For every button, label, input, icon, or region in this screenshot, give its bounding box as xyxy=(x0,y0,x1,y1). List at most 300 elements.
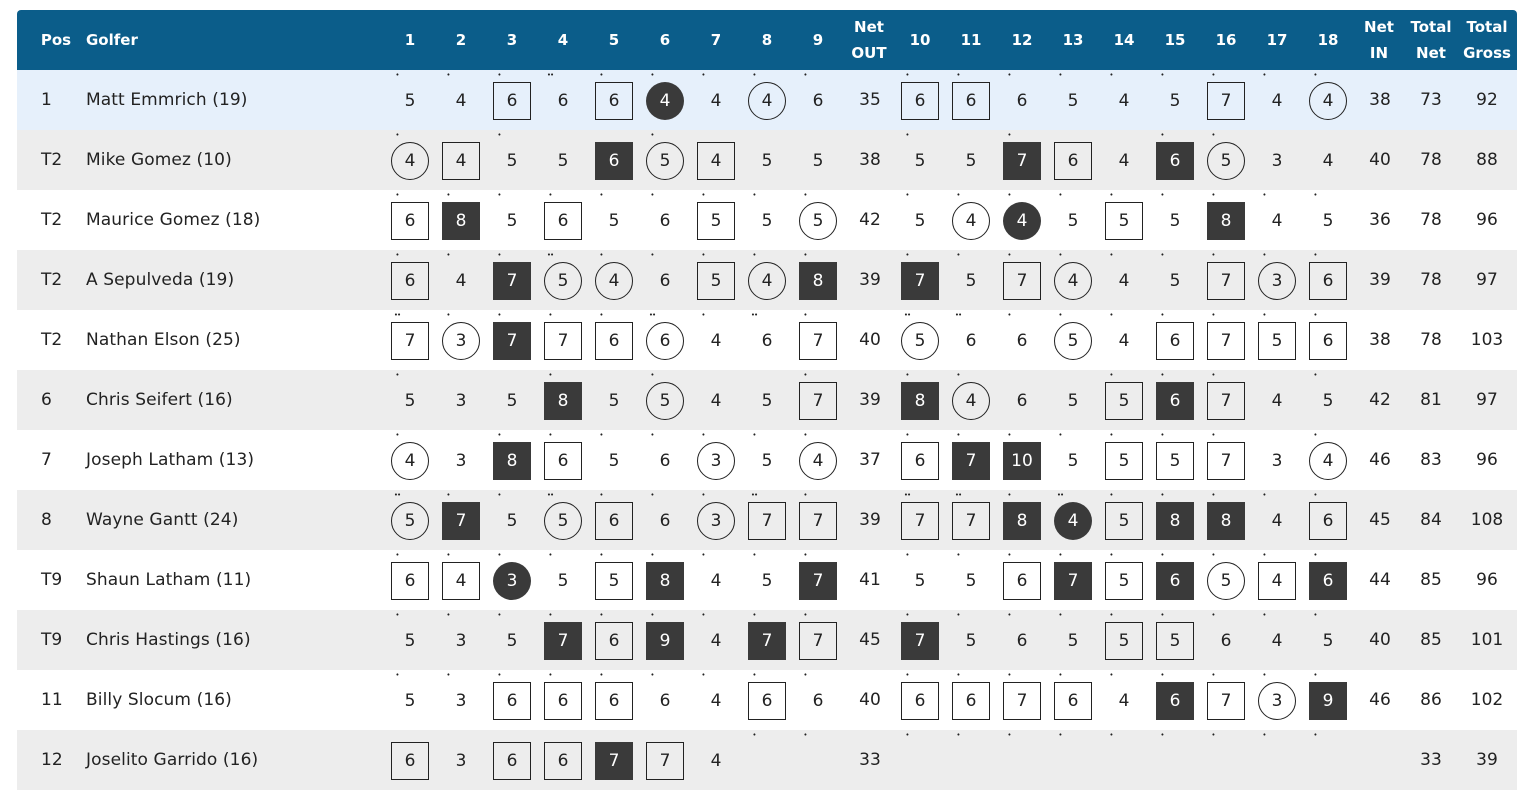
hole-cell xyxy=(385,730,435,790)
hole-score-bogey: 6 xyxy=(493,742,531,780)
handicap-dots: • xyxy=(1313,491,1317,499)
hole-cell xyxy=(997,370,1047,430)
hole-cell xyxy=(1201,130,1251,190)
hole-score-double-bogey: 7 xyxy=(1003,142,1041,180)
hole-cell xyxy=(742,550,792,610)
handicap-dots xyxy=(385,731,409,739)
hole-cell xyxy=(895,310,945,370)
golfer-name[interactable]: Joselito Garrido (16) xyxy=(86,750,259,770)
handicap-dots: • xyxy=(1160,671,1164,679)
hole-cell xyxy=(946,250,996,310)
handicap-dots: • xyxy=(1058,611,1062,619)
handicap-dots: • xyxy=(803,431,807,439)
hole-cell xyxy=(640,610,690,670)
hole-cell xyxy=(895,70,945,130)
handicap-dots: • xyxy=(446,311,450,319)
hole-cell xyxy=(997,190,1047,250)
hole-cell xyxy=(1048,70,1098,130)
hole-score-birdie: 3 xyxy=(697,442,735,480)
table-row[interactable] xyxy=(17,610,1517,670)
hole-score-birdie: 3 xyxy=(697,502,735,540)
handicap-dots: • xyxy=(1058,731,1062,739)
handicap-dots: • xyxy=(548,311,552,319)
hole-cell xyxy=(1099,730,1149,790)
handicap-dots: • xyxy=(1109,191,1113,199)
header-net-out xyxy=(844,10,894,70)
golfer-name[interactable]: Shaun Latham (11) xyxy=(86,570,252,590)
handicap-dots: •• xyxy=(750,311,758,319)
hole-score: 4 xyxy=(710,631,722,651)
hole-score-birdie: 4 xyxy=(952,382,990,420)
hole-score-bogey: 7 xyxy=(1207,262,1245,300)
hole-cell xyxy=(487,70,537,130)
handicap-dots: • xyxy=(1313,611,1317,619)
hole-cell xyxy=(1303,430,1353,490)
table-row[interactable] xyxy=(17,730,1517,790)
hole-cell xyxy=(742,730,792,790)
handicap-dots: • xyxy=(1160,131,1164,139)
handicap-dots: • xyxy=(752,671,756,679)
handicap-dots: • xyxy=(650,551,654,559)
hole-cell xyxy=(487,730,537,790)
hole-score-bogey: 5 xyxy=(1105,442,1143,480)
handicap-dots: • xyxy=(497,71,501,79)
total-gross-cell: 96 xyxy=(1476,210,1498,230)
hole-cell xyxy=(436,550,486,610)
handicap-dots: • xyxy=(1058,671,1062,679)
net-out-cell: 33 xyxy=(859,750,881,770)
hole-cell xyxy=(487,310,537,370)
hole-cell xyxy=(946,730,996,790)
hole-score-bogey: 6 xyxy=(391,202,429,240)
handicap-dots: • xyxy=(548,431,552,439)
hole-cell xyxy=(895,430,945,490)
hole-score-double-bogey: 8 xyxy=(493,442,531,480)
handicap-dots: • xyxy=(1211,731,1215,739)
position-cell: T2 xyxy=(41,270,63,290)
hole-cell xyxy=(691,610,741,670)
header-hole-8: 8 xyxy=(761,31,773,49)
handicap-dots: • xyxy=(650,191,654,199)
net-out-cell: 39 xyxy=(859,270,881,290)
hole-cell xyxy=(793,610,843,670)
hole-score: 5 xyxy=(761,451,773,471)
hole-cell xyxy=(1150,370,1200,430)
hole-cell xyxy=(385,490,435,550)
handicap-dots: • xyxy=(497,311,501,319)
hole-cell xyxy=(1201,190,1251,250)
hole-score: 5 xyxy=(608,211,620,231)
golfer-name[interactable]: A Sepulveda (19) xyxy=(86,270,235,290)
hole-score-bogey: 7 xyxy=(799,322,837,360)
hole-cell xyxy=(1303,130,1353,190)
hole-cell xyxy=(1099,70,1149,130)
handicap-dots: • xyxy=(1211,131,1215,139)
handicap-dots: • xyxy=(905,431,909,439)
hole-cell xyxy=(589,490,639,550)
handicap-dots: •• xyxy=(903,311,911,319)
hole-cell xyxy=(1252,730,1302,790)
hole-cell xyxy=(691,130,741,190)
handicap-dots: • xyxy=(956,431,960,439)
table-row[interactable] xyxy=(17,490,1517,550)
hole-score-birdie: 5 xyxy=(646,142,684,180)
handicap-dots: • xyxy=(803,611,807,619)
net-out-cell: 39 xyxy=(859,510,881,530)
handicap-dots: • xyxy=(548,191,552,199)
position-cell: 6 xyxy=(41,390,52,410)
handicap-dots: • xyxy=(701,551,705,559)
hole-score-bogey: 7 xyxy=(799,382,837,420)
net-in-cell: 46 xyxy=(1369,690,1391,710)
hole-score-bogey: 5 xyxy=(1156,622,1194,660)
hole-score: 6 xyxy=(1220,631,1232,651)
handicap-dots: • xyxy=(956,191,960,199)
handicap-dots: • xyxy=(1109,311,1113,319)
handicap-dots: • xyxy=(752,731,756,739)
handicap-dots: • xyxy=(1211,431,1215,439)
handicap-dots: • xyxy=(395,251,399,259)
total-gross-cell: 97 xyxy=(1476,390,1498,410)
header-pos: Pos xyxy=(40,31,72,49)
table-row[interactable] xyxy=(17,130,1517,190)
hole-cell xyxy=(895,670,945,730)
handicap-dots: • xyxy=(395,131,399,139)
hole-score-bogey: 6 xyxy=(595,322,633,360)
handicap-dots: • xyxy=(1313,191,1317,199)
hole-cell xyxy=(640,310,690,370)
hole-cell xyxy=(946,310,996,370)
golfer-name[interactable]: Wayne Gantt (24) xyxy=(86,510,239,530)
handicap-dots: • xyxy=(599,551,603,559)
header-net-out-line2: OUT xyxy=(851,44,887,62)
handicap-dots: • xyxy=(752,431,756,439)
handicap-dots: • xyxy=(1211,251,1215,259)
golfer-name[interactable]: Chris Seifert (16) xyxy=(86,390,233,410)
handicap-dots: • xyxy=(446,71,450,79)
hole-score-double-bogey: 7 xyxy=(901,262,939,300)
handicap-dots: • xyxy=(1109,731,1113,739)
hole-score-birdie: 5 xyxy=(646,382,684,420)
hole-score: 4 xyxy=(710,91,722,111)
handicap-dots: • xyxy=(1211,311,1215,319)
hole-cell xyxy=(691,250,741,310)
hole-cell xyxy=(1048,670,1098,730)
hole-cell xyxy=(1099,190,1149,250)
hole-cell xyxy=(1201,490,1251,550)
handicap-dots: • xyxy=(1109,611,1113,619)
handicap-dots xyxy=(1048,371,1072,379)
handicap-dots: • xyxy=(395,71,399,79)
hole-score-bogey: 5 xyxy=(1105,502,1143,540)
handicap-dots xyxy=(436,371,460,379)
hole-score-bogey: 6 xyxy=(952,82,990,120)
handicap-dots: • xyxy=(1313,251,1317,259)
net-in-cell: 45 xyxy=(1369,510,1391,530)
hole-cell xyxy=(640,190,690,250)
hole-cell xyxy=(436,730,486,790)
handicap-dots: • xyxy=(599,251,603,259)
handicap-dots: • xyxy=(1007,611,1011,619)
handicap-dots: • xyxy=(1109,431,1113,439)
handicap-dots: • xyxy=(497,131,501,139)
golfer-name[interactable]: Nathan Elson (25) xyxy=(86,330,241,350)
handicap-dots: • xyxy=(1007,431,1011,439)
hole-score: 6 xyxy=(1016,91,1028,111)
hole-score: 4 xyxy=(1118,271,1130,291)
hole-score-birdie: 4 xyxy=(391,142,429,180)
table-row[interactable] xyxy=(17,190,1517,250)
header-hole-5: 5 xyxy=(608,31,620,49)
handicap-dots: • xyxy=(497,251,501,259)
hole-cell xyxy=(385,310,435,370)
handicap-dots: • xyxy=(803,671,807,679)
header-hole-7: 7 xyxy=(710,31,722,49)
handicap-dots xyxy=(742,131,766,139)
handicap-dots: •• xyxy=(1056,491,1064,499)
hole-cell xyxy=(1201,610,1251,670)
hole-cell xyxy=(1303,490,1353,550)
handicap-dots: • xyxy=(395,671,399,679)
net-in-cell: 42 xyxy=(1369,390,1391,410)
hole-cell xyxy=(1303,250,1353,310)
hole-score: 5 xyxy=(1169,211,1181,231)
hole-cell xyxy=(538,430,588,490)
hole-score-double-bogey: 8 xyxy=(442,202,480,240)
net-out-cell: 39 xyxy=(859,390,881,410)
hole-score: 5 xyxy=(506,631,518,651)
handicap-dots: • xyxy=(803,191,807,199)
handicap-dots: • xyxy=(1211,191,1215,199)
header-net-out-line1: Net xyxy=(854,18,884,36)
header-hole-17: 17 xyxy=(1266,31,1288,49)
handicap-dots: • xyxy=(1211,491,1215,499)
handicap-dots: • xyxy=(1211,71,1215,79)
table-row[interactable] xyxy=(17,310,1517,370)
hole-cell xyxy=(691,310,741,370)
hole-cell xyxy=(997,550,1047,610)
handicap-dots: • xyxy=(1007,491,1011,499)
hole-cell xyxy=(589,130,639,190)
header-total-net-line2: Net xyxy=(1416,44,1446,62)
hole-cell xyxy=(487,610,537,670)
hole-score: 5 xyxy=(1067,211,1079,231)
hole-cell xyxy=(691,550,741,610)
table-row[interactable] xyxy=(17,70,1517,130)
hole-score-birdie: 5 xyxy=(1207,562,1245,600)
handicap-dots xyxy=(1252,431,1276,439)
hole-score: 5 xyxy=(506,211,518,231)
hole-cell xyxy=(1150,310,1200,370)
hole-cell xyxy=(538,490,588,550)
handicap-dots xyxy=(436,431,460,439)
handicap-dots: • xyxy=(1313,731,1317,739)
net-out-cell: 40 xyxy=(859,330,881,350)
hole-cell xyxy=(640,130,690,190)
hole-score: 4 xyxy=(710,391,722,411)
handicap-dots: •• xyxy=(750,491,758,499)
hole-cell xyxy=(538,70,588,130)
hole-cell xyxy=(1099,250,1149,310)
handicap-dots: • xyxy=(1262,491,1266,499)
hole-cell xyxy=(895,130,945,190)
hole-cell xyxy=(742,430,792,490)
table-row[interactable] xyxy=(17,430,1517,490)
handicap-dots: • xyxy=(905,251,909,259)
hole-score: 5 xyxy=(761,151,773,171)
hole-score-bogey: 6 xyxy=(595,682,633,720)
hole-cell xyxy=(997,250,1047,310)
hole-score-bogey: 6 xyxy=(1054,682,1092,720)
handicap-dots: • xyxy=(650,251,654,259)
handicap-dots: •• xyxy=(648,311,656,319)
golfer-name[interactable]: Joseph Latham (13) xyxy=(86,450,255,470)
table-row[interactable] xyxy=(17,670,1517,730)
handicap-dots: • xyxy=(905,731,909,739)
hole-score: 4 xyxy=(710,571,722,591)
hole-score: 6 xyxy=(557,91,569,111)
golfer-name[interactable]: Mike Gomez (10) xyxy=(86,150,232,170)
golfer-name[interactable]: Billy Slocum (16) xyxy=(86,690,232,710)
hole-score: 5 xyxy=(965,571,977,591)
total-gross-cell: 103 xyxy=(1470,330,1504,350)
hole-cell xyxy=(1201,670,1251,730)
header-hole-14: 14 xyxy=(1113,31,1135,49)
table-row[interactable] xyxy=(17,250,1517,310)
header-hole-3: 3 xyxy=(506,31,518,49)
hole-score: 4 xyxy=(710,751,722,771)
handicap-dots: • xyxy=(1160,611,1164,619)
total-net-cell: 85 xyxy=(1420,570,1442,590)
hole-score-birdie: 3 xyxy=(1258,682,1296,720)
hole-score-birdie: 4 xyxy=(391,442,429,480)
hole-score: 5 xyxy=(1067,391,1079,411)
hole-cell xyxy=(436,430,486,490)
hole-score-bogey: 5 xyxy=(1105,622,1143,660)
hole-score: 5 xyxy=(965,271,977,291)
hole-score: 5 xyxy=(1067,631,1079,651)
header-hole-4: 4 xyxy=(557,31,569,49)
table-row[interactable] xyxy=(17,550,1517,610)
hole-cell xyxy=(640,670,690,730)
hole-cell xyxy=(742,670,792,730)
hole-score-double-bogey: 8 xyxy=(1207,202,1245,240)
hole-score-bogey: 5 xyxy=(1105,202,1143,240)
hole-score-eagle: 4 xyxy=(1003,202,1041,240)
net-out-cell: 45 xyxy=(859,630,881,650)
handicap-dots xyxy=(538,731,562,739)
header-golfer: Golfer xyxy=(86,31,138,49)
handicap-dots: • xyxy=(1313,551,1317,559)
handicap-dots: • xyxy=(956,251,960,259)
hole-score-bogey: 6 xyxy=(391,562,429,600)
handicap-dots: • xyxy=(599,431,603,439)
hole-score: 5 xyxy=(404,631,416,651)
total-net-cell: 78 xyxy=(1420,330,1442,350)
table-row[interactable] xyxy=(17,370,1517,430)
handicap-dots: • xyxy=(1313,431,1317,439)
handicap-dots xyxy=(946,131,970,139)
handicap-dots: • xyxy=(599,491,603,499)
golfer-name[interactable]: Maurice Gomez (18) xyxy=(86,210,261,230)
handicap-dots: • xyxy=(803,491,807,499)
golfer-name[interactable]: Chris Hastings (16) xyxy=(86,630,251,650)
hole-score-bogey: 6 xyxy=(1054,142,1092,180)
hole-score: 6 xyxy=(1016,631,1028,651)
hole-score-double-bogey: 8 xyxy=(799,262,837,300)
hole-score: 5 xyxy=(1322,211,1334,231)
hole-cell xyxy=(487,430,537,490)
hole-cell xyxy=(997,130,1047,190)
handicap-dots xyxy=(436,731,460,739)
net-out-cell: 35 xyxy=(859,90,881,110)
handicap-dots xyxy=(1099,131,1123,139)
golfer-name[interactable]: Matt Emmrich (19) xyxy=(86,90,248,110)
handicap-dots xyxy=(436,131,460,139)
total-net-cell: 73 xyxy=(1420,90,1442,110)
hole-cell xyxy=(691,370,741,430)
handicap-dots xyxy=(691,131,715,139)
header-hole-2: 2 xyxy=(455,31,467,49)
hole-score-bogey: 6 xyxy=(1309,502,1347,540)
hole-cell xyxy=(589,70,639,130)
hole-cell xyxy=(691,430,741,490)
hole-cell xyxy=(1099,130,1149,190)
hole-cell xyxy=(640,370,690,430)
leaderboard-header xyxy=(17,10,1517,70)
handicap-dots: • xyxy=(1211,671,1215,679)
header-net-in-line1: Net xyxy=(1364,18,1394,36)
total-gross-cell: 88 xyxy=(1476,150,1498,170)
hole-score: 5 xyxy=(404,391,416,411)
hole-score: 5 xyxy=(1169,271,1181,291)
hole-cell xyxy=(1303,190,1353,250)
handicap-dots: • xyxy=(446,251,450,259)
hole-cell xyxy=(1252,610,1302,670)
hole-cell xyxy=(1150,730,1200,790)
hole-score: 4 xyxy=(1118,151,1130,171)
hole-cell xyxy=(997,730,1047,790)
hole-cell xyxy=(1150,490,1200,550)
handicap-dots xyxy=(691,371,715,379)
hole-score-birdie: 5 xyxy=(901,322,939,360)
hole-score: 6 xyxy=(659,271,671,291)
hole-score-double-bogey: 7 xyxy=(442,502,480,540)
handicap-dots: • xyxy=(1262,71,1266,79)
hole-cell xyxy=(385,610,435,670)
handicap-dots xyxy=(589,131,613,139)
handicap-dots: • xyxy=(956,71,960,79)
hole-score: 5 xyxy=(965,151,977,171)
handicap-dots: • xyxy=(395,551,399,559)
hole-cell xyxy=(640,70,690,130)
handicap-dots: • xyxy=(1262,311,1266,319)
handicap-dots xyxy=(691,731,715,739)
hole-score: 4 xyxy=(1271,211,1283,231)
hole-score: 6 xyxy=(812,91,824,111)
hole-score-bogey: 7 xyxy=(1207,682,1245,720)
handicap-dots: • xyxy=(1313,311,1317,319)
hole-score-bogey: 6 xyxy=(901,442,939,480)
header-hole-6: 6 xyxy=(659,31,671,49)
hole-score: 4 xyxy=(455,91,467,111)
hole-cell xyxy=(946,70,996,130)
handicap-dots xyxy=(793,131,817,139)
hole-score: 5 xyxy=(1067,91,1079,111)
total-net-cell: 86 xyxy=(1420,690,1442,710)
hole-cell xyxy=(793,310,843,370)
hole-cell xyxy=(436,70,486,130)
